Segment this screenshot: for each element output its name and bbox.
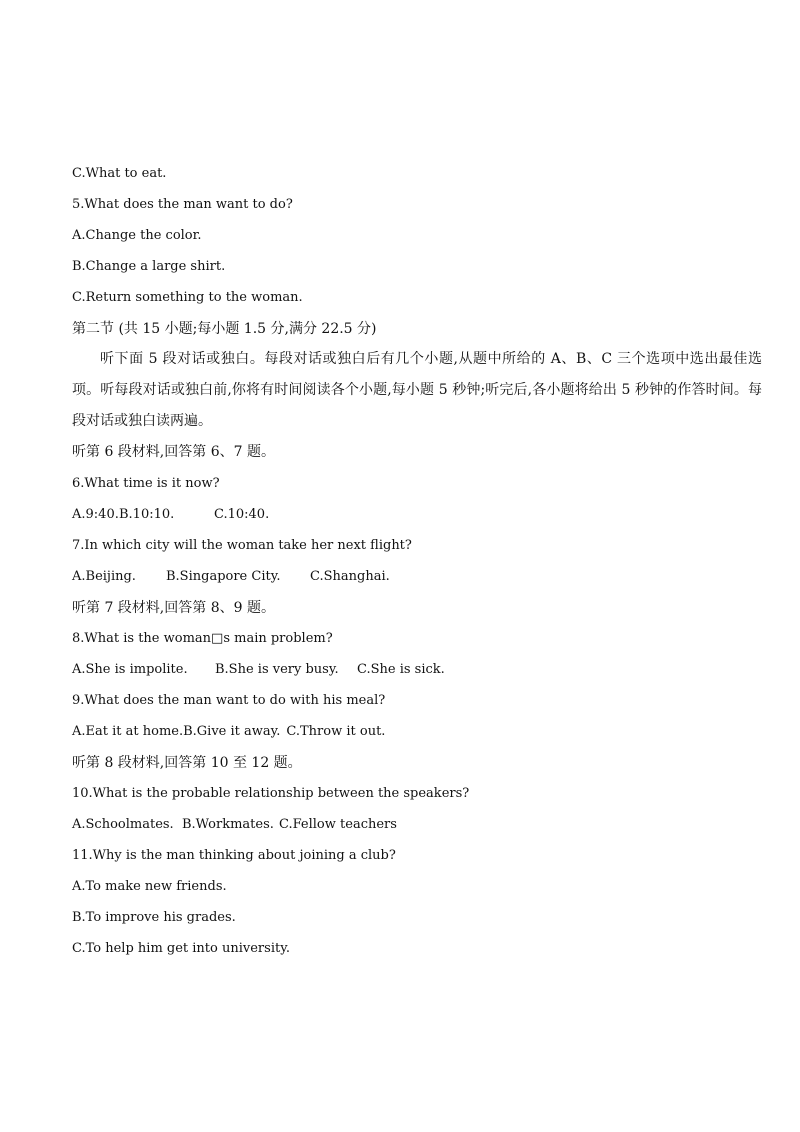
q10-options — [72, 816, 397, 834]
q11-option-b: B.To improve his grades. — [72, 910, 236, 925]
q7-option-b: B.Singapore City. — [166, 569, 281, 584]
q8-options — [72, 661, 445, 679]
q8-option-c: C.She is sick. — [357, 662, 445, 677]
q10-option-b: B.Workmates. — [182, 817, 274, 832]
q9-option-b: B.Give it away. — [183, 724, 281, 739]
q6-option-b: B.10:10. — [119, 507, 175, 522]
q8-option-a: A.She is impolite. — [72, 662, 188, 677]
section-instructions: 听下面 5 段对话或独白。每段对话或独白后有几个小题,从题中所给的 A、B、C 三个选项中选出最佳选项。听每段对话或独白前,你将有时间阅读各个小题,每小题 5 秒钟;听完后,各小题将给出 5 秒钟的作答时间。每段对话或独白读两遍。 — [72, 351, 762, 429]
q5-option-a: A.Change the color. — [72, 228, 202, 243]
q11-question: 11.Why is the man thinking about joining a club? — [72, 848, 396, 863]
passage-7-intro: 听第 7 段材料,回答第 8、9 题。 — [72, 600, 275, 616]
q9-option-c: C.Throw it out. — [286, 724, 386, 739]
q11-option-a: A.To make new friends. — [72, 879, 227, 894]
q9-option-a: A.Eat it at home. — [72, 724, 184, 739]
q6-question: 6.What time is it now? — [72, 476, 220, 491]
q8-option-b: B.She is very busy. — [215, 662, 339, 677]
q10-option-a: A.Schoolmates. — [72, 817, 174, 832]
q5-option-b: B.Change a large shirt. — [72, 259, 226, 274]
passage-6-intro: 听第 6 段材料,回答第 6、7 题。 — [72, 444, 275, 460]
passage-8-intro: 听第 8 段材料,回答第 10 至 12 题。 — [72, 755, 302, 771]
q7-options — [72, 568, 390, 586]
q7-question: 7.In which city will the woman take her next flight? — [72, 538, 412, 553]
q7-option-a: A.Beijing. — [72, 569, 136, 584]
section-heading: 第二节 (共 15 小题;每小题 1.5 分,满分 22.5 分) — [72, 321, 377, 337]
q6-option-a: A.9:40. — [72, 507, 119, 522]
q10-question: 10.What is the probable relationship between the speakers? — [72, 786, 470, 801]
q6-options — [72, 506, 269, 524]
q8-question: 8.What is the woman□s main problem? — [72, 631, 333, 646]
q9-options — [72, 723, 385, 741]
q4-option-c: C.What to eat. — [72, 166, 167, 181]
q6-option-c: C.10:40. — [214, 507, 270, 522]
q10-option-c: C.Fellow teachers — [279, 817, 397, 832]
q5-option-c: C.Return something to the woman. — [72, 290, 303, 305]
q7-option-c: C.Shanghai. — [310, 569, 390, 584]
q11-option-c: C.To help him get into university. — [72, 941, 290, 956]
q9-question: 9.What does the man want to do with his meal? — [72, 693, 386, 708]
q5-question: 5.What does the man want to do? — [72, 197, 293, 212]
